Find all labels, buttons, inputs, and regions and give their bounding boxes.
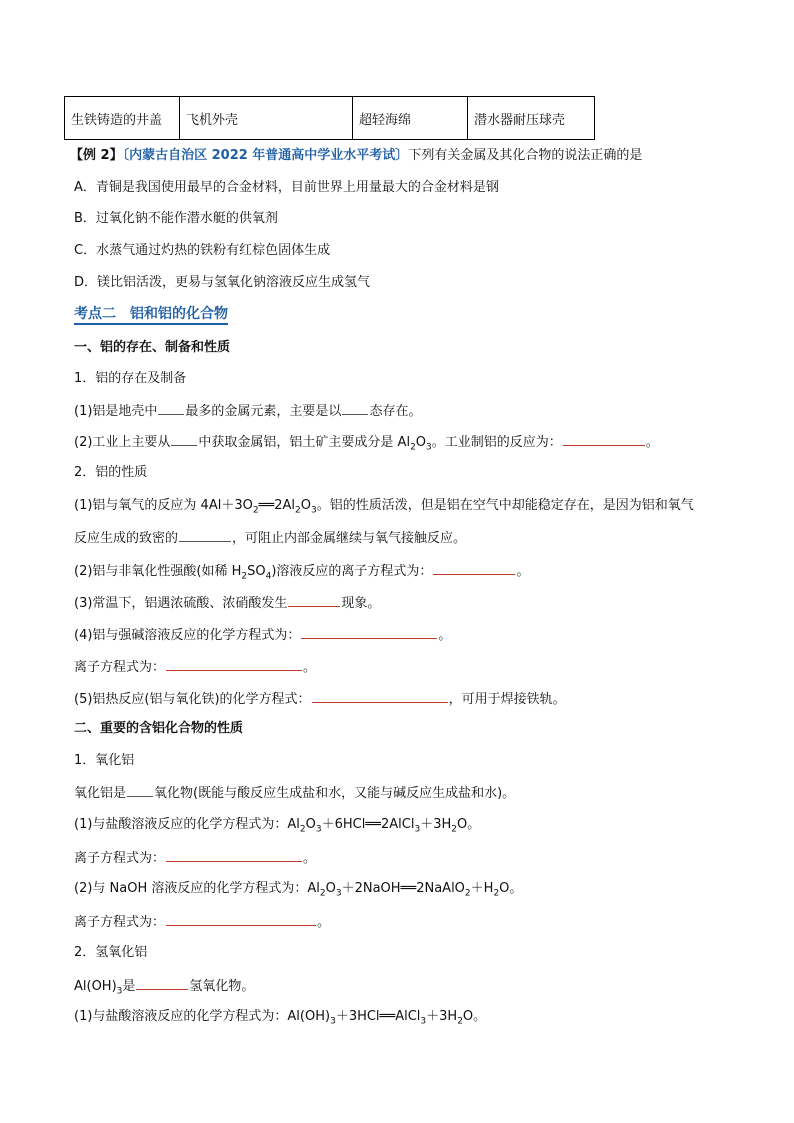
fill-blank[interactable] (166, 912, 316, 926)
line-alumina-base-ionic: 离子方程式为： 。 (74, 912, 330, 932)
line-al-acid: (2)铝与非氧化性强酸(如稀 $H_2SO_4$)溶液反应的离子方程式为： 。 (74, 561, 529, 586)
line-alumina-base-eq: (2)与 NaOH 溶液反应的化学方程式为：$Al_2O_3+2NaOH══2NaAlO_2+H_2O$。 (74, 881, 523, 899)
example-question-text: 下列有关金属及其化合物的说法正确的是 (408, 148, 643, 163)
fill-blank[interactable] (342, 401, 368, 415)
fill-blank[interactable] (158, 401, 184, 415)
part1-heading: 一、铝的存在、制备和性质 (74, 340, 231, 355)
table-cell: 飞机外壳 (180, 97, 353, 140)
table-row (65, 97, 595, 140)
materials-table (64, 96, 595, 140)
fill-blank[interactable] (166, 657, 302, 671)
fill-blank[interactable] (179, 528, 231, 542)
fill-blank[interactable] (312, 689, 448, 703)
line-thermite: (5)铝热反应(铝与氧化铁)的化学方程式： ，可用于焊接铁轨。 (74, 689, 566, 709)
line-al-abundance: (1)铝是地壳中 最多的金属元素，主要是以 态存在。 (74, 401, 421, 421)
fill-blank[interactable] (127, 783, 153, 797)
line-hydroxide-type: $Al(OH)_3$是 氢氧化物。 (74, 976, 254, 1001)
line-alumina-amphoteric: 氧化铝是 氧化物(既能与酸反应生成盐和水，又能与碱反应生成盐和水)。 (74, 783, 515, 803)
example-label: 【例 2】 (70, 148, 123, 163)
line-alumina-acid-eq: (1)与盐酸溶液反应的化学方程式为：$Al_2O_3+6HCl══2AlCl_3+3H_2O$。 (74, 817, 481, 835)
table-cell: 潜水器耐压球壳 (468, 97, 595, 140)
part2-sub2: 2．氢氧化铝 (74, 945, 148, 960)
section-title (74, 305, 228, 324)
fill-blank[interactable] (288, 593, 340, 607)
section-title-text: 考点二 铝和铝的化合物 (74, 306, 228, 325)
line-alumina-acid-ionic: 离子方程式为： 。 (74, 848, 316, 868)
fill-blank[interactable] (563, 432, 645, 446)
line-al-oxygen-cont: 反应生成的致密的 ，可阻止内部金属继续与氧气接触反应。 (74, 528, 466, 548)
table-cell: 超轻海绵 (353, 97, 468, 140)
option-a: A．青铜是我国使用最早的合金材料，目前世界上用量最大的合金材料是钢 (74, 180, 499, 195)
option-d: D．镁比铝活泼，更易与氢氧化钠溶液反应生成氢气 (74, 275, 371, 290)
line-hydroxide-acid-eq: (1)与盐酸溶液反应的化学方程式为：$Al(OH)_3+3HCl══AlCl_3+3H_2O$。 (74, 1009, 487, 1027)
fill-blank[interactable] (171, 432, 197, 446)
part2-sub1: 1．氧化铝 (74, 753, 135, 768)
example-2-question (70, 147, 642, 165)
table-cell: 生铁铸造的井盖 (65, 97, 180, 140)
part1-sub1: 1．铝的存在及制备 (74, 371, 187, 386)
line-al-oxygen: (1)铝与氧气的反应为 $4Al+3O_2══2Al_2O_3$。铝的性质活泼，但是铝在空气中却能稳定存在，是因为铝和氧气 (74, 498, 694, 516)
part1-sub2: 2．铝的性质 (74, 465, 148, 480)
fill-blank[interactable] (433, 561, 515, 575)
fill-blank[interactable] (166, 848, 302, 862)
line-al-production: (2)工业上主要从 中获取金属铝，铝土矿主要成分是 $Al_2O_3$。工业制铝的反应为： 。 (74, 432, 659, 457)
part2-heading: 二、重要的含铝化合物的性质 (74, 721, 244, 736)
option-b: B．过氧化钠不能作潜水艇的供氧剂 (74, 211, 278, 226)
fill-blank[interactable] (301, 625, 437, 639)
fill-blank[interactable] (136, 976, 188, 990)
line-al-base-eq: (4)铝与强碱溶液反应的化学方程式为： 。 (74, 625, 451, 645)
line-al-base-ionic: 离子方程式为： 。 (74, 657, 316, 677)
option-c: C．水蒸气通过灼热的铁粉有红棕色固体生成 (74, 243, 331, 258)
example-source: 〔内蒙古自治区 2022 年普通高中学业水平考试〕 (122, 148, 409, 163)
line-al-passivation: (3)常温下，铝遇浓硫酸、浓硝酸发生 现象。 (74, 593, 380, 613)
